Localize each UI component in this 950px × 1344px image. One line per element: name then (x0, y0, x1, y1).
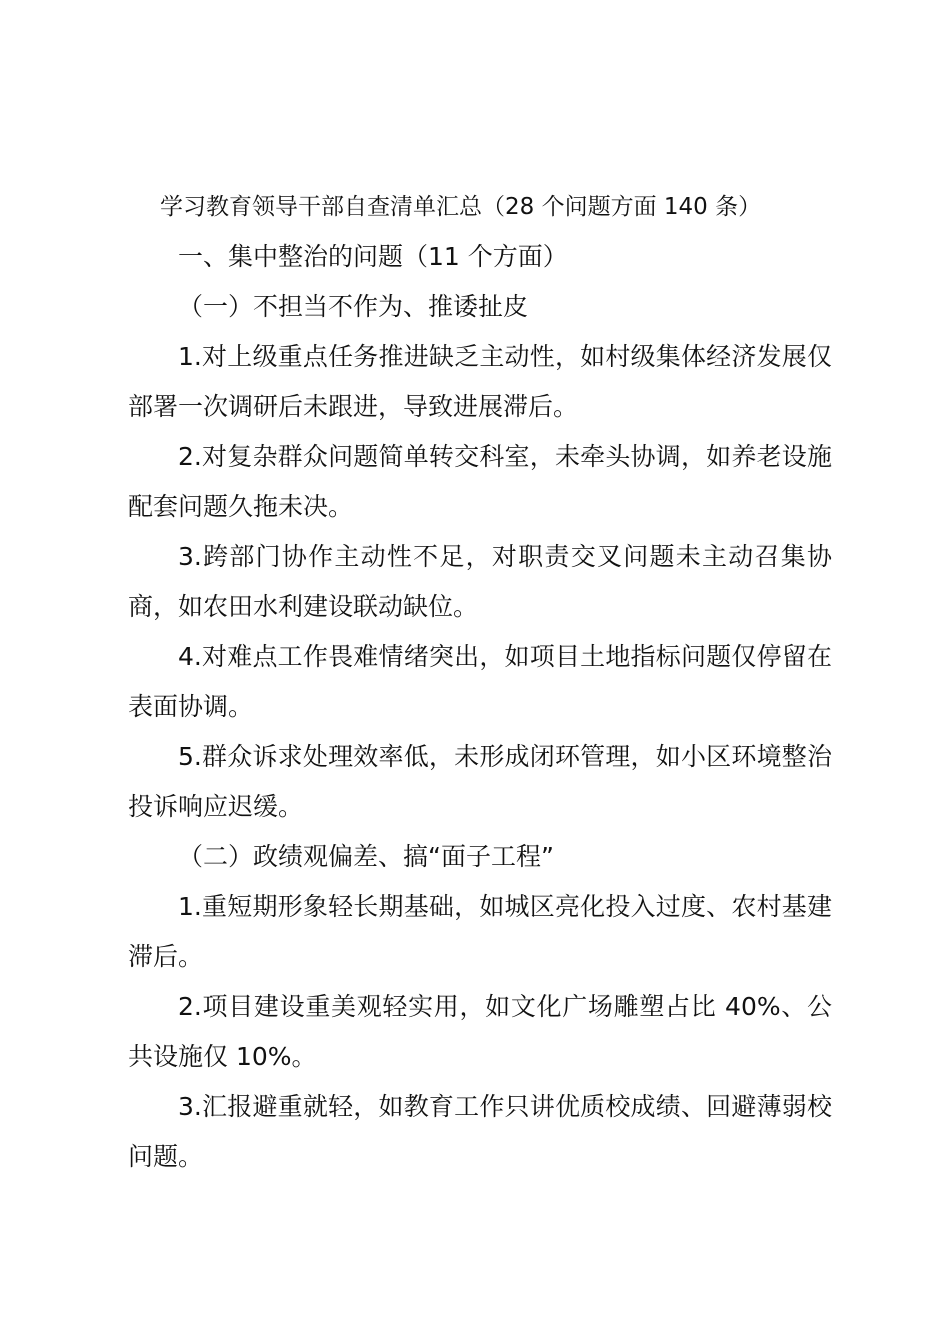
list-item: 2.项目建设重美观轻实用，如文化广场雕塑占比 40%、公共设施仅 10%。 (128, 992, 832, 1071)
list-item: 3.汇报避重就轻，如教育工作只讲优质校成绩、回避薄弱校问题。 (128, 1092, 832, 1171)
list-item: 4.对难点工作畏难情绪突出，如项目土地指标问题仅停留在表面协调。 (128, 642, 832, 721)
document-title: 学习教育领导干部自查清单汇总（28 个问题方面 140 条） (160, 194, 762, 220)
list-item: 1.对上级重点任务推进缺乏主动性，如村级集体经济发展仅部署一次调研后未跟进，导致进展滞后。 (128, 342, 832, 421)
subsection-heading: （二）政绩观偏差、搞“面子工程” (178, 842, 554, 871)
list-item: 1.重短期形象轻长期基础，如城区亮化投入过度、农村基建滞后。 (128, 892, 832, 971)
document-body (128, 182, 832, 1182)
section-heading: 一、集中整治的问题（11 个方面） (178, 242, 568, 271)
subsection-heading: （一）不担当不作为、推诿扯皮 (178, 292, 529, 321)
list-item: 3.跨部门协作主动性不足，对职责交叉问题未主动召集协商，如农田水利建设联动缺位。 (128, 542, 832, 621)
list-item: 5.群众诉求处理效率低，未形成闭环管理，如小区环境整治投诉响应迟缓。 (128, 742, 832, 821)
list-item: 2.对复杂群众问题简单转交科室，未牵头协调，如养老设施配套问题久拖未决。 (128, 442, 832, 521)
